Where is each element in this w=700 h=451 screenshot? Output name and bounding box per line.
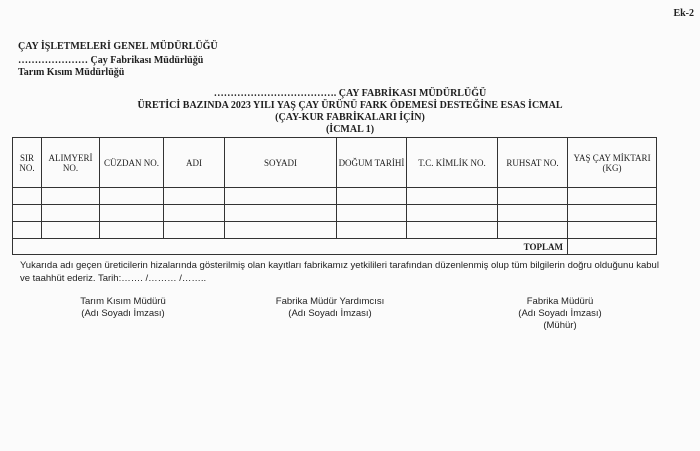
table-cell[interactable] <box>100 205 164 222</box>
table-cell[interactable] <box>13 205 42 222</box>
table-cell[interactable] <box>42 222 100 239</box>
header-yas-cay-miktari: YAŞ ÇAY MİKTARI (KG) <box>568 138 657 188</box>
table-cell[interactable] <box>164 222 225 239</box>
signature-title: Tarım Kısım Müdürü <box>80 296 166 307</box>
header-organization: ÇAY İŞLETMELERİ GENEL MÜDÜRLÜĞÜ <box>18 41 218 52</box>
table-cell[interactable] <box>100 222 164 239</box>
table-cell[interactable] <box>407 188 498 205</box>
table-row <box>13 205 657 222</box>
table-cell[interactable] <box>225 222 337 239</box>
title-main: ÜRETİCİ BAZINDA 2023 YILI YAŞ ÇAY ÜRÜNÜ FARK ÖDEMESİ DESTEĞİNE ESAS İCMAL <box>137 100 563 111</box>
signature-fabrika-muduru <box>505 296 615 332</box>
title-summary-number: (İCMAL 1) <box>325 124 375 135</box>
signature-title: Fabrika Müdür Yardımcısı <box>275 296 385 307</box>
header-dogum-tarihi: DOĞUM TARİHİ <box>337 138 407 188</box>
seal-label: (Mühür) <box>543 320 577 331</box>
table-cell[interactable] <box>498 188 568 205</box>
header-department: Tarım Kısım Müdürlüğü <box>18 67 125 78</box>
signature-title: Fabrika Müdürü <box>526 296 594 307</box>
header-sir-no: SIR NO. <box>13 138 42 188</box>
signature-subtitle: (Adı Soyadı İmzası) <box>288 308 372 319</box>
table-cell[interactable] <box>568 205 657 222</box>
total-label: TOPLAM <box>13 239 568 255</box>
header-adi: ADI <box>164 138 225 188</box>
table-cell[interactable] <box>568 222 657 239</box>
table-cell[interactable] <box>225 188 337 205</box>
signature-subtitle: (Adı Soyadı İmzası) <box>81 308 165 319</box>
table-cell[interactable] <box>42 205 100 222</box>
table-cell[interactable] <box>407 205 498 222</box>
header-cuzdan-no: CÜZDAN NO. <box>100 138 164 188</box>
table-row <box>13 188 657 205</box>
declaration-text: Yukarıda adı geçen üreticilerin hizalarında gösterilmiş olan kayıtları fabrikamız yetkilileri tarafından düzenlenmiş olup tüm bilgilerin doğru olduğunu kabul ve taahhüt ederiz. Tarih:……. /……… /…….. <box>20 260 659 284</box>
header-ruhsat-no: RUHSAT NO. <box>498 138 568 188</box>
table-cell[interactable] <box>164 188 225 205</box>
table-cell[interactable] <box>498 222 568 239</box>
summary-table <box>12 137 657 255</box>
table-cell[interactable] <box>337 222 407 239</box>
table-row <box>13 222 657 239</box>
table-cell[interactable] <box>13 222 42 239</box>
table-cell[interactable] <box>407 222 498 239</box>
table-cell[interactable] <box>337 205 407 222</box>
header-alimyeri-no: ALIMYERİ NO. <box>42 138 100 188</box>
table-cell[interactable] <box>568 188 657 205</box>
table-cell[interactable] <box>337 188 407 205</box>
table-total-row <box>13 239 657 255</box>
table-cell[interactable] <box>42 188 100 205</box>
table-header-row <box>13 138 657 188</box>
header-soyadi: SOYADI <box>225 138 337 188</box>
signature-subtitle: (Adı Soyadı İmzası) <box>518 308 602 319</box>
table-cell[interactable] <box>13 188 42 205</box>
header-tc-kimlik-no: T.C. KİMLİK NO. <box>407 138 498 188</box>
total-value-cell[interactable] <box>568 239 657 255</box>
title-factory: ………………………………. ÇAY FABRİKASI MÜDÜRLÜĞÜ <box>213 88 487 99</box>
signature-tarim-kisim-muduru <box>68 296 178 320</box>
signature-fabrika-mudur-yardimcisi <box>255 296 405 320</box>
header-factory: ………………… Çay Fabrikası Müdürlüğü <box>18 55 204 66</box>
table-cell[interactable] <box>225 205 337 222</box>
title-scope: (ÇAY-KUR FABRİKALARI İÇİN) <box>275 112 425 123</box>
annex-label: Ek-2 <box>673 8 694 19</box>
table-cell[interactable] <box>100 188 164 205</box>
table-cell[interactable] <box>164 205 225 222</box>
table-cell[interactable] <box>498 205 568 222</box>
